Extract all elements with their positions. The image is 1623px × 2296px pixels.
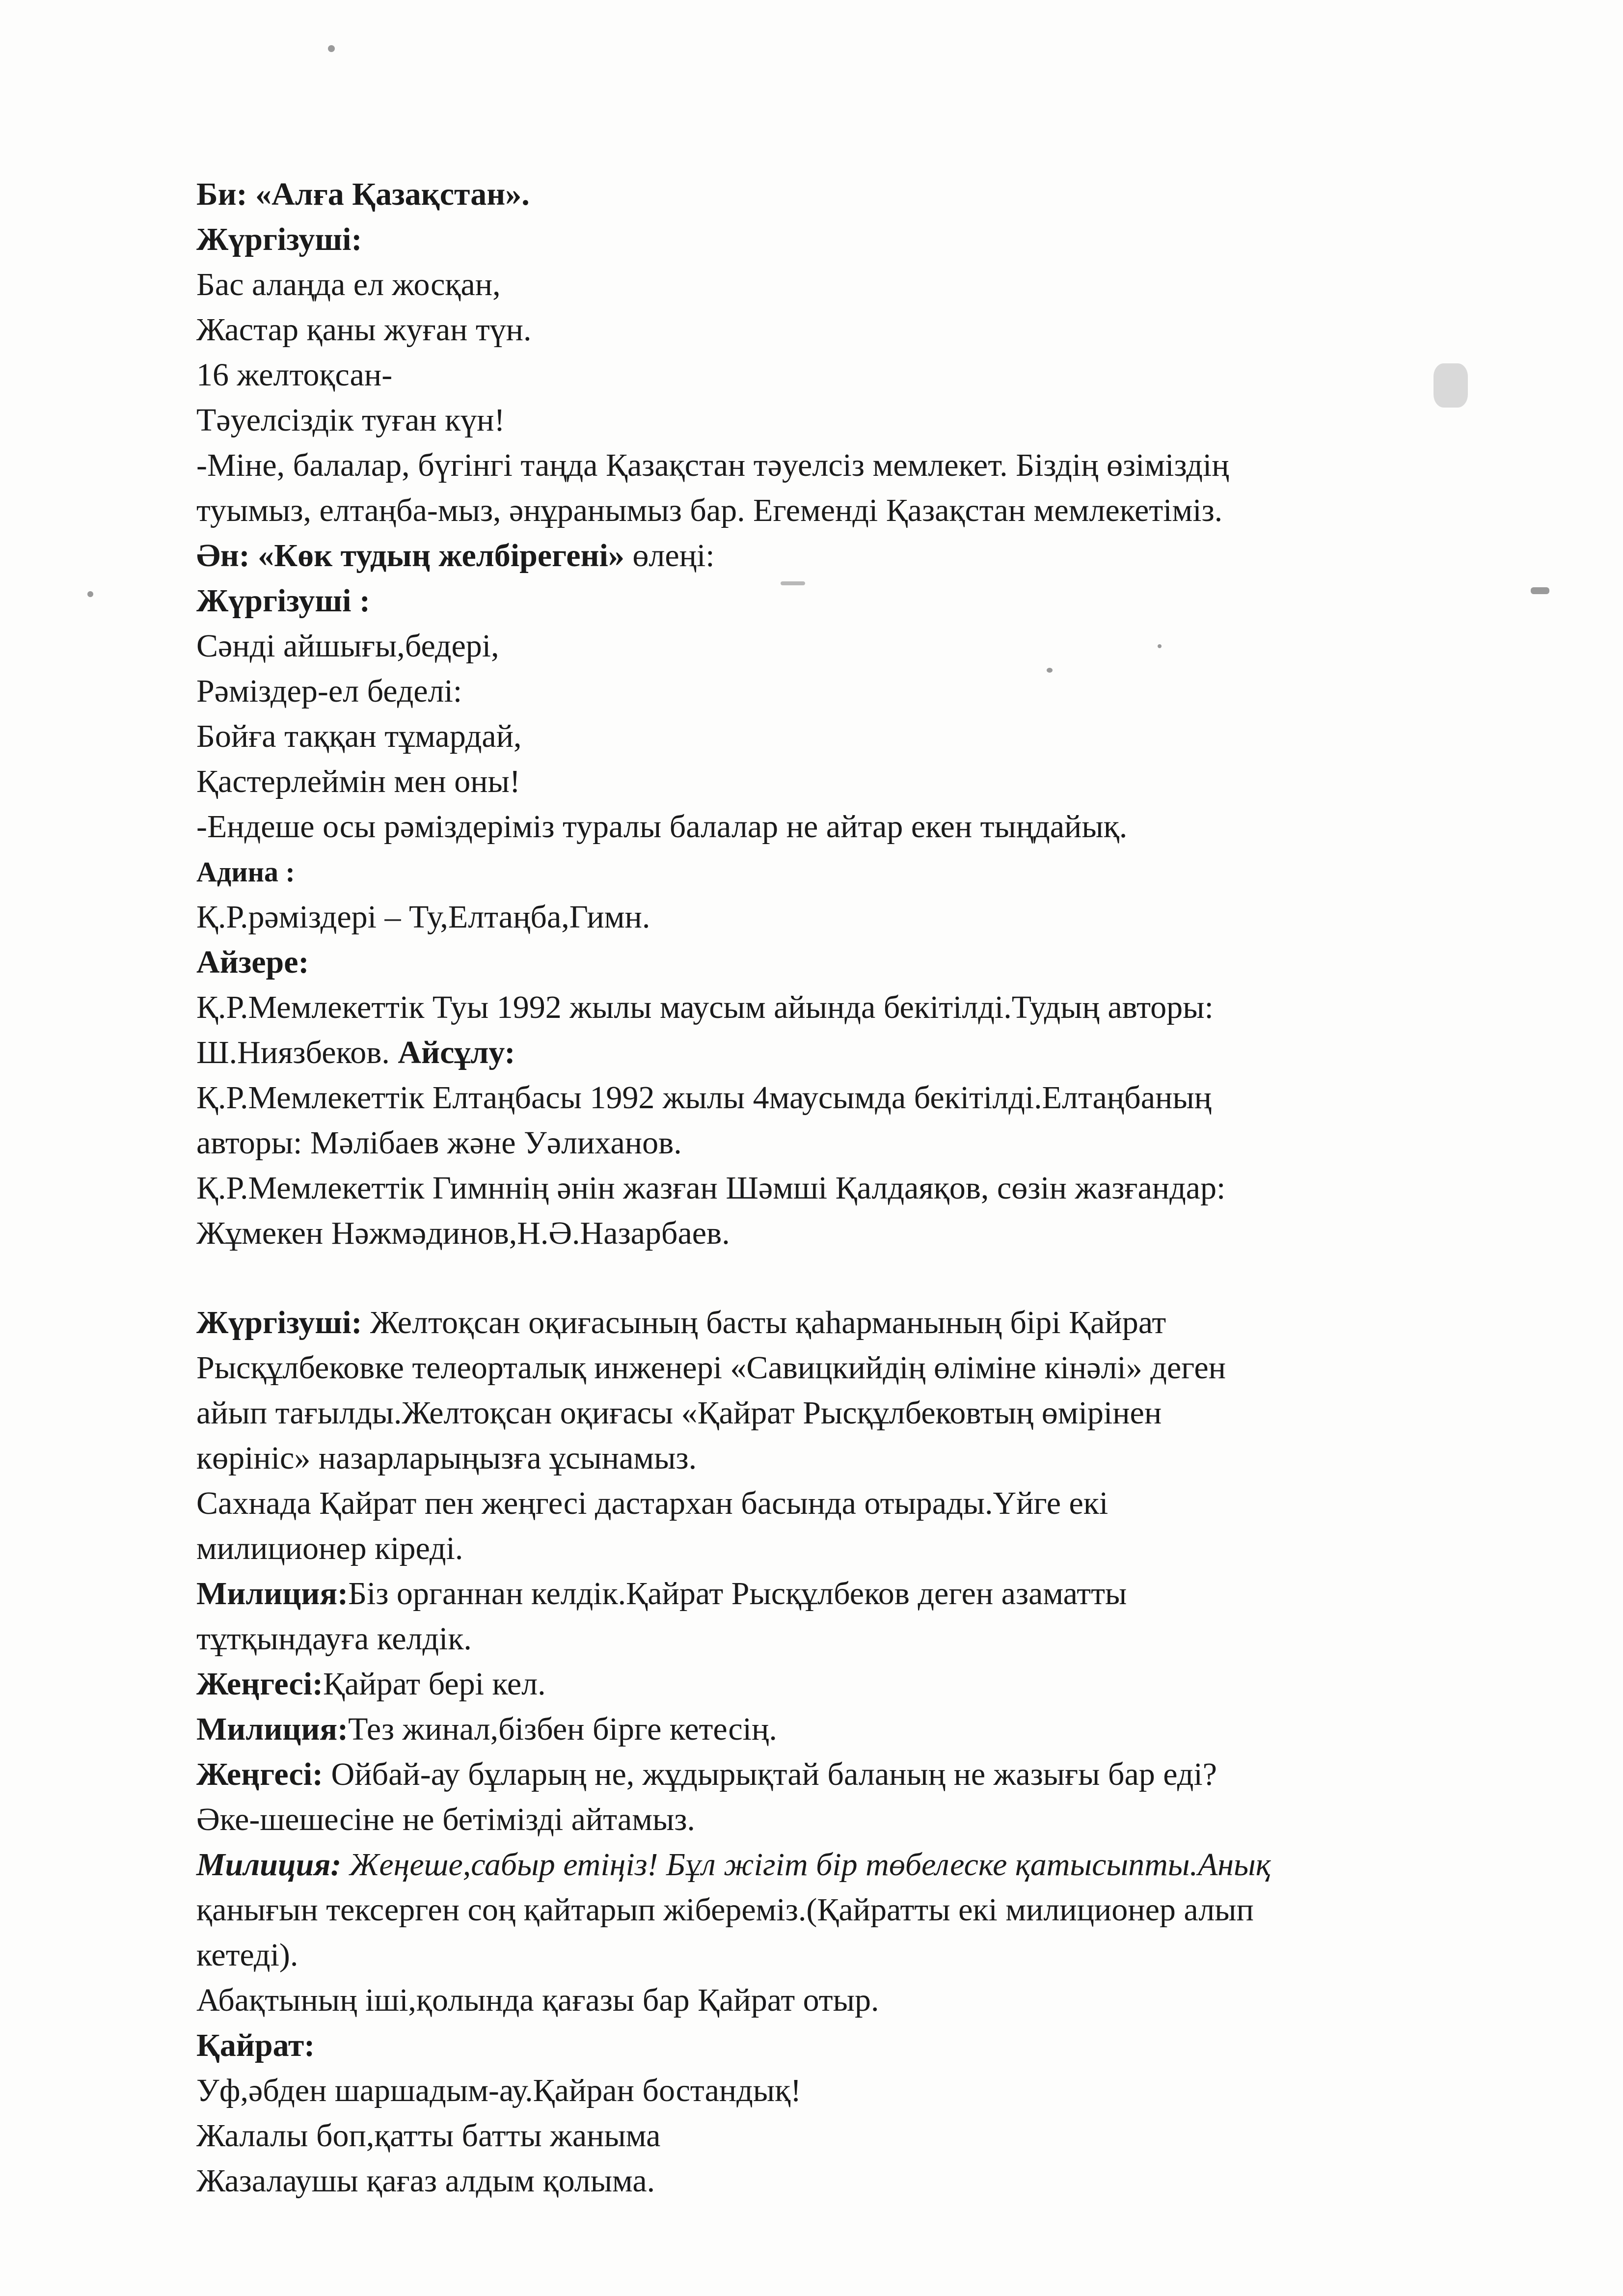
text-line: -Міне, балалар, бүгінгі таңда Қазақстан тәуелсіз мемлекет. Біздің өзіміздің: [196, 447, 1229, 483]
stage-direction: милиционер кіреді.: [196, 1531, 463, 1566]
dialogue-line: [196, 1842, 1483, 1887]
speaker-adina: Адина :: [196, 856, 295, 888]
text-line: қанығын тексерген соң қайтарып жібереміз.(Қайратты екі милиционер алып: [196, 1892, 1254, 1928]
speaker-police: Милиция:: [196, 1847, 342, 1883]
song-suffix: өлеңі:: [624, 538, 715, 574]
text-line: тұтқындауға келдік.: [196, 1621, 472, 1657]
speaker-sister-in-law: Жеңгесі:: [196, 1666, 324, 1702]
song-title: Ән: «Көк тудың желбірегені»: [196, 538, 624, 574]
speaker-host: Жүргізуші:: [196, 221, 362, 257]
text-fragment: Желтоқсан оқиғасының басты қаһарманының бірі Қайрат: [362, 1305, 1166, 1340]
poem-line: Сәнді айшығы,бедері,: [196, 628, 499, 664]
text-fragment: Біз органнан келдік.Қайрат Рысқұлбеков деген азаматты: [348, 1576, 1127, 1612]
speaker-aisulu: Айсұлу:: [398, 1035, 515, 1070]
stage-direction: Абақтының іші,қолында қағазы бар Қайрат отыр.: [196, 1982, 879, 2018]
text-fragment: Тез жинал,бізбен бірге кетесің.: [348, 1711, 777, 1747]
text-line: Қ.Р.Мемлекеттік Гимннің әнін жазған Шәмші Қалдаяқов, сөзін жазғандар:: [196, 1170, 1226, 1206]
speaker-host: Жүргізуші :: [196, 583, 370, 619]
text-line: Қ.Р.Мемлекеттік Елтаңбасы 1992 жылы 4маусымда бекітілді.Елтаңбаның: [196, 1080, 1212, 1116]
text-line: кетеді).: [196, 1937, 298, 1973]
blank-line: [196, 1256, 1483, 1300]
speaker-police: Милиция:: [196, 1711, 349, 1747]
text-line: Жұмекен Нәжмәдинов,Н.Ә.Назарбаев.: [196, 1215, 730, 1251]
text-line: көрініс» назарларыңызға ұсынамыз.: [196, 1440, 697, 1476]
dialogue-line: [196, 1571, 1483, 1616]
dialogue-line: [196, 1752, 1483, 1797]
poem-line: Қастерлеймін мен оны!: [196, 764, 520, 799]
text-line: авторы: Мәлібаев және Уәлиханов.: [196, 1125, 682, 1161]
speaker-aizere: Айзере:: [196, 944, 309, 980]
speaker-sister-in-law: Жеңгесі:: [196, 1756, 324, 1792]
song-heading: [196, 533, 1483, 578]
text-fragment: Жеңеше,сабыр етіңіз! Бұл жігіт бір төбелеске қатысыпты.Анық: [341, 1847, 1271, 1883]
poem-line: Уф,әбден шаршадым-ау.Қайран бостандық!: [196, 2073, 802, 2108]
text-fragment: Ойбай-ау бұларың не, жұдырықтай баланың не жазығы бар еді?: [323, 1756, 1217, 1792]
scan-speck: [328, 45, 335, 52]
text-line: Рысқұлбековке телеорталық инженері «Савицкийдің өліміне кінәлі» деген: [196, 1350, 1226, 1386]
dance-heading: Би: «Алға Қазақстан».: [196, 176, 530, 212]
text-line: Әке-шешесіне не бетімізді айтамыз.: [196, 1802, 695, 1837]
text-line: Қ.Р.рәміздері – Ту,Елтаңба,Гимн.: [196, 899, 650, 935]
text-line: айып тағылды.Желтоқсан оқиғасы «Қайрат Рысқұлбековтың өмірінен: [196, 1395, 1162, 1431]
poem-line: 16 желтоқсан-: [196, 357, 393, 393]
speaker-host: Жүргізуші:: [196, 1305, 362, 1340]
scan-speck: [87, 591, 93, 597]
text-line: туымыз, елтаңба-мыз, әнұранымыз бар. Егеменді Қазақстан мемлекетіміз.: [196, 492, 1223, 528]
poem-line: Тәуелсіздік туған күн!: [196, 402, 505, 438]
text-line: Қ.Р.Мемлекеттік Туы 1992 жылы маусым айында бекітілді.Тудың авторы:: [196, 989, 1214, 1025]
text-line: [196, 1030, 1483, 1075]
poem-line: Жазалаушы қағаз алдым қолыма.: [196, 2163, 655, 2199]
text-line: -Ендеше осы рәміздеріміз туралы балалар не айтар екен тыңдайық.: [196, 809, 1128, 845]
document-body: [196, 172, 1483, 2204]
stage-direction: Сахнада Қайрат пен жеңгесі дастархан басында отырады.Үйге екі: [196, 1485, 1109, 1521]
poem-line: Жастар қаны жуған түн.: [196, 312, 532, 348]
text-line: [196, 1300, 1483, 1345]
text-fragment: Ш.Ниязбеков.: [196, 1035, 398, 1070]
dialogue-line: [196, 1662, 1483, 1707]
poem-line: Бойға таққан тұмардай,: [196, 718, 522, 754]
poem-line: Жалалы боп,қатты батты жаныма: [196, 2118, 661, 2154]
speaker-kairat: Қайрат:: [196, 2027, 315, 2063]
text-fragment: Қайрат бері кел.: [323, 1666, 546, 1702]
dialogue-line: [196, 1707, 1483, 1752]
poem-line: Бас алаңда ел жосқан,: [196, 267, 501, 302]
scan-speck: [1531, 587, 1549, 594]
speaker-police: Милиция:: [196, 1576, 349, 1612]
poem-line: Рәміздер-ел беделі:: [196, 673, 462, 709]
